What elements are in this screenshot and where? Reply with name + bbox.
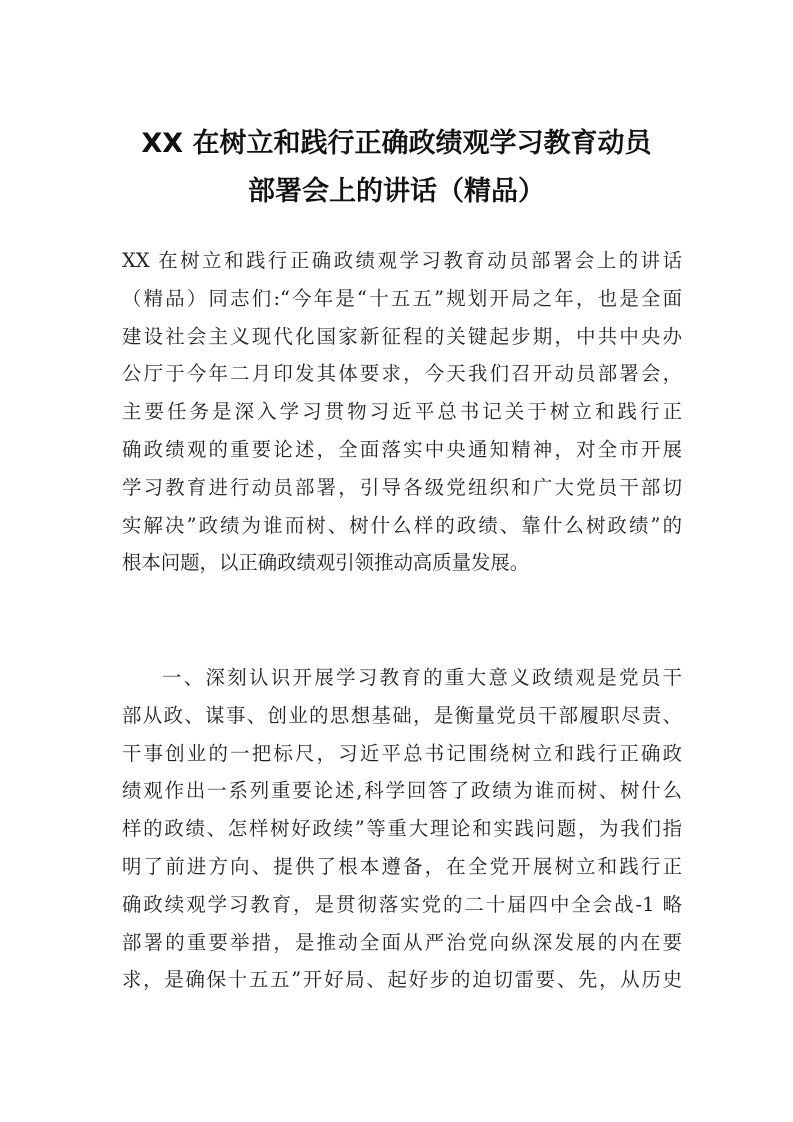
paragraph-line: 确政续观学习教育，是贯彻落实党的二十届四中全会战-1 略 [122, 892, 682, 916]
title-line-1: XX 在树立和践行正确政绩观学习教育动员 [141, 128, 652, 159]
paragraph-line: 学习教育进行动员部署，引导各级党纽织和广大党员干部切 [122, 475, 682, 499]
paragraph-line: 样的政绩、怎样树好政续”等重大理论和实践问题，为我们指 [122, 817, 682, 841]
paragraph-line: XX 在树立和践行正确政绩观学习教育动员部署会上的讲话 [122, 249, 682, 272]
paragraph-line: 实解决”政绩为谁而树、树什么样的政绩、靠什么树政绩”的 [122, 513, 682, 537]
paragraph-line: 明了前进方向、提供了根本遵备，在全党开展树立和践行正 [122, 854, 682, 878]
paragraph-line: 绩观作出一系列重要论述,科学回答了政绩为谁而树、树什么 [122, 779, 682, 803]
document-title [100, 120, 693, 216]
intro-paragraph [122, 242, 682, 582]
title-line-2: 部署会上的讲话（精品） [248, 176, 545, 207]
paragraph-line: 根本问题，以正确政绩观引领推动高质量发展。 [122, 551, 530, 575]
paragraph-line: 确政绩观的重要论述，全面落实中央通知精神，对全市开展 [122, 437, 682, 461]
paragraph-line: 建设社会主义现代化国家新征程的关键起步期，中共中央办 [122, 324, 682, 348]
paragraph-line: 主要任务是深入学习贯物习近平总书记关于树立和践行正 [122, 400, 682, 424]
paragraph-line: 求，是确保十五五”开好局、起好步的迫切雷要、先，从历史 [122, 968, 682, 992]
paragraph-line: 一、深刻认识开展学习教育的重大意义政绩观是党员干 [162, 666, 682, 689]
paragraph-line: 部署的重要举措，是推动全面从严治党向纵深发展的内在要 [122, 930, 682, 954]
paragraph-line: 干事创业的一把标尺，习近平总书记围绕树立和践行正确政 [122, 741, 682, 765]
paragraph-line: 部从政、谋事、创业的思想基础，是衡量党员干部履职尽责、 [122, 703, 682, 727]
paragraph-line: （精品）同志们:“今年是“十五五”规划开局之年，也是全面 [122, 286, 682, 310]
section-one-paragraph [122, 659, 682, 999]
paragraph-line: 公厅于今年二月印发其体要求，今天我们召开动员部署会， [122, 362, 682, 386]
